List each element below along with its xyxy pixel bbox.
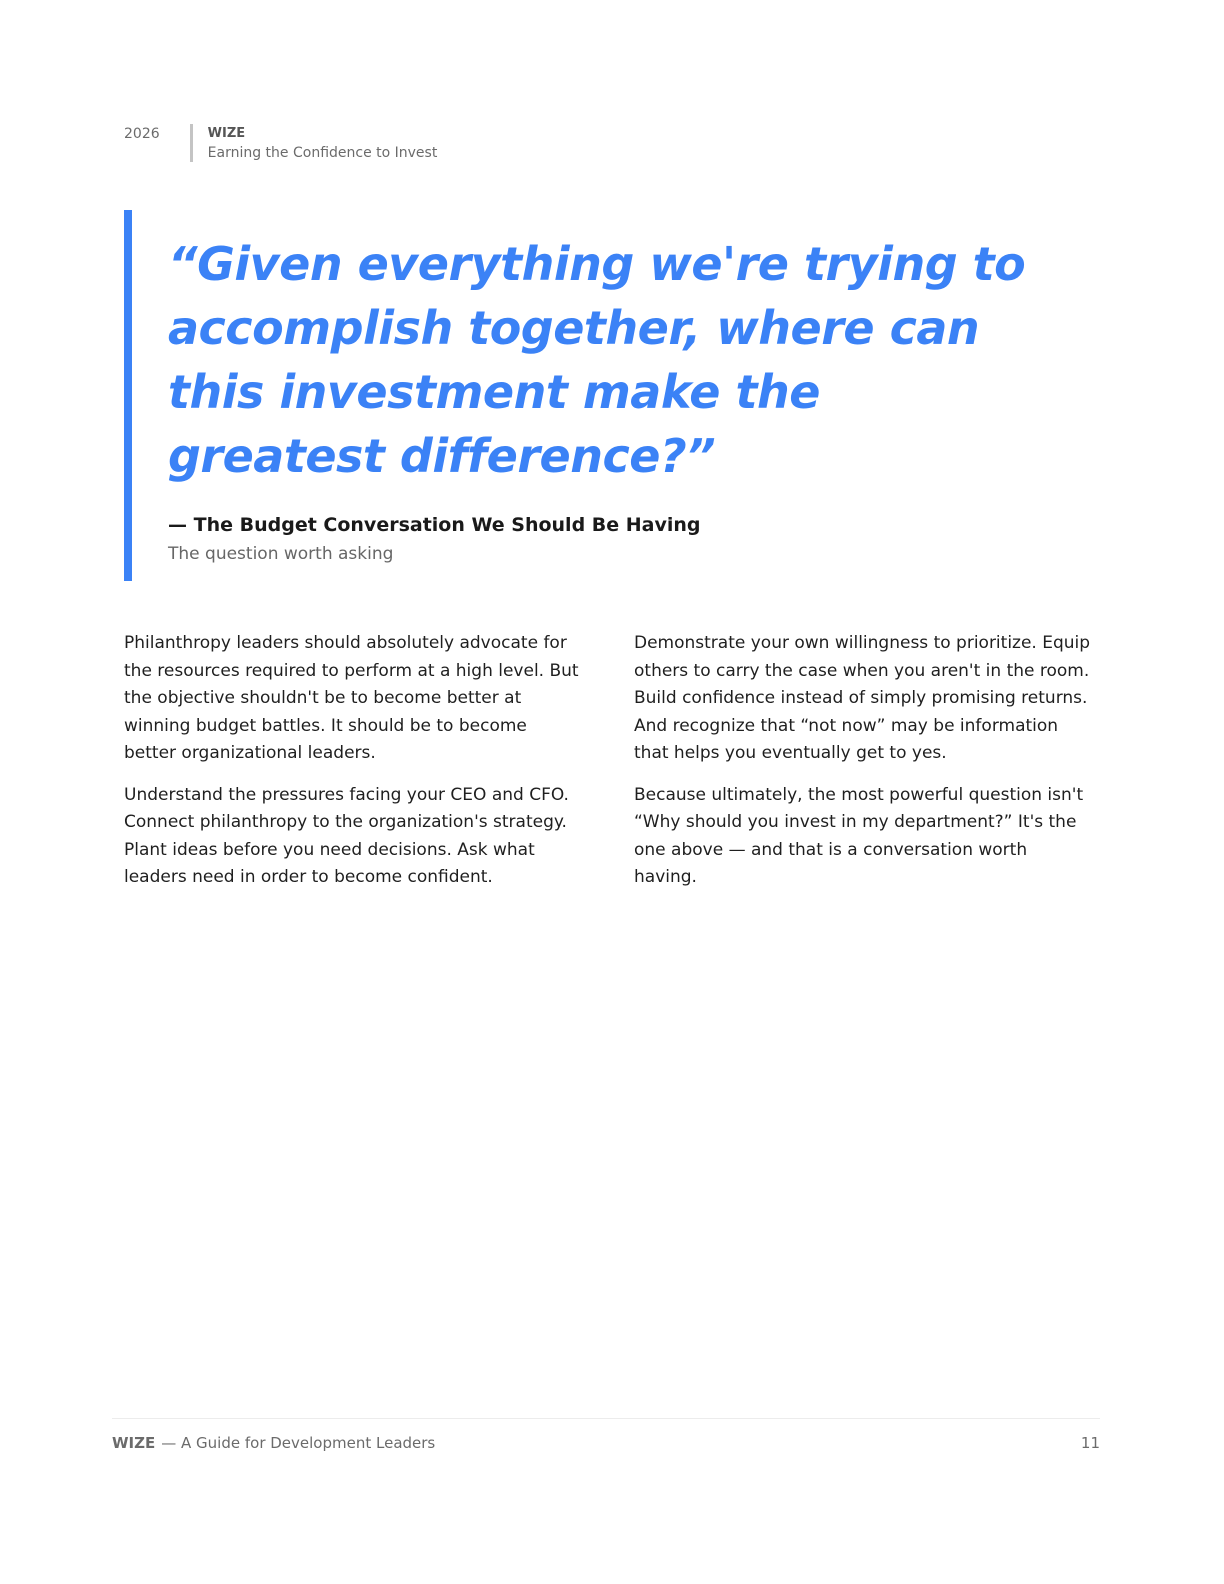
quote-source — [168, 512, 701, 538]
footer-left — [112, 1433, 435, 1453]
pull-quote — [124, 210, 1084, 581]
header-divider — [190, 124, 193, 162]
header-brand: WIZE — [207, 126, 246, 141]
body-columns — [124, 630, 1094, 906]
body-paragraph: Philanthropy leaders should absolutely advocate for the resources required to perform at a high level. But the objective shouldn't be to become better at winning budget battles. It should be to become better organizational leaders. — [124, 633, 579, 763]
quote-accent-bar — [124, 210, 132, 581]
body-paragraph: Because ultimately, the most powerful question isn't “Why should you invest in my department?” It's the one above — and that is a conversation worth having. — [634, 784, 1084, 887]
footer-divider — [112, 1418, 1100, 1419]
quote-caption: The question worth asking — [168, 544, 394, 564]
page-header — [124, 124, 437, 162]
footer-brand: WIZE — [112, 1434, 156, 1452]
body-column-left — [124, 630, 584, 906]
body-paragraph: Understand the pressures facing your CEO and CFO. Connect philanthropy to the organization's strategy. Plant ideas before you need decisions. Ask what leaders need in order to become confident. — [124, 784, 569, 887]
body-column-right — [634, 630, 1094, 906]
quote-source-dash: — — [168, 514, 194, 536]
page-number: 11 — [1080, 1434, 1100, 1452]
header-year: 2026 — [124, 126, 160, 142]
footer-tagline: — A Guide for Development Leaders — [161, 1434, 436, 1452]
header-text — [208, 124, 438, 162]
header-subtitle: Earning the Confidence to Invest — [207, 145, 438, 161]
body-paragraph: Demonstrate your own willingness to prioritize. Equip others to carry the case when you aren't in the room. Build confidence instead of simply promising returns. And recognize that “not now” may be information that helps you eventually get to yes. — [634, 633, 1091, 763]
quote-source-title: The Budget Conversation We Should Be Having — [193, 514, 701, 536]
quote-text: “Given everything we're trying to accomplish together, where can this investment make the greatest difference?” — [168, 237, 1026, 483]
